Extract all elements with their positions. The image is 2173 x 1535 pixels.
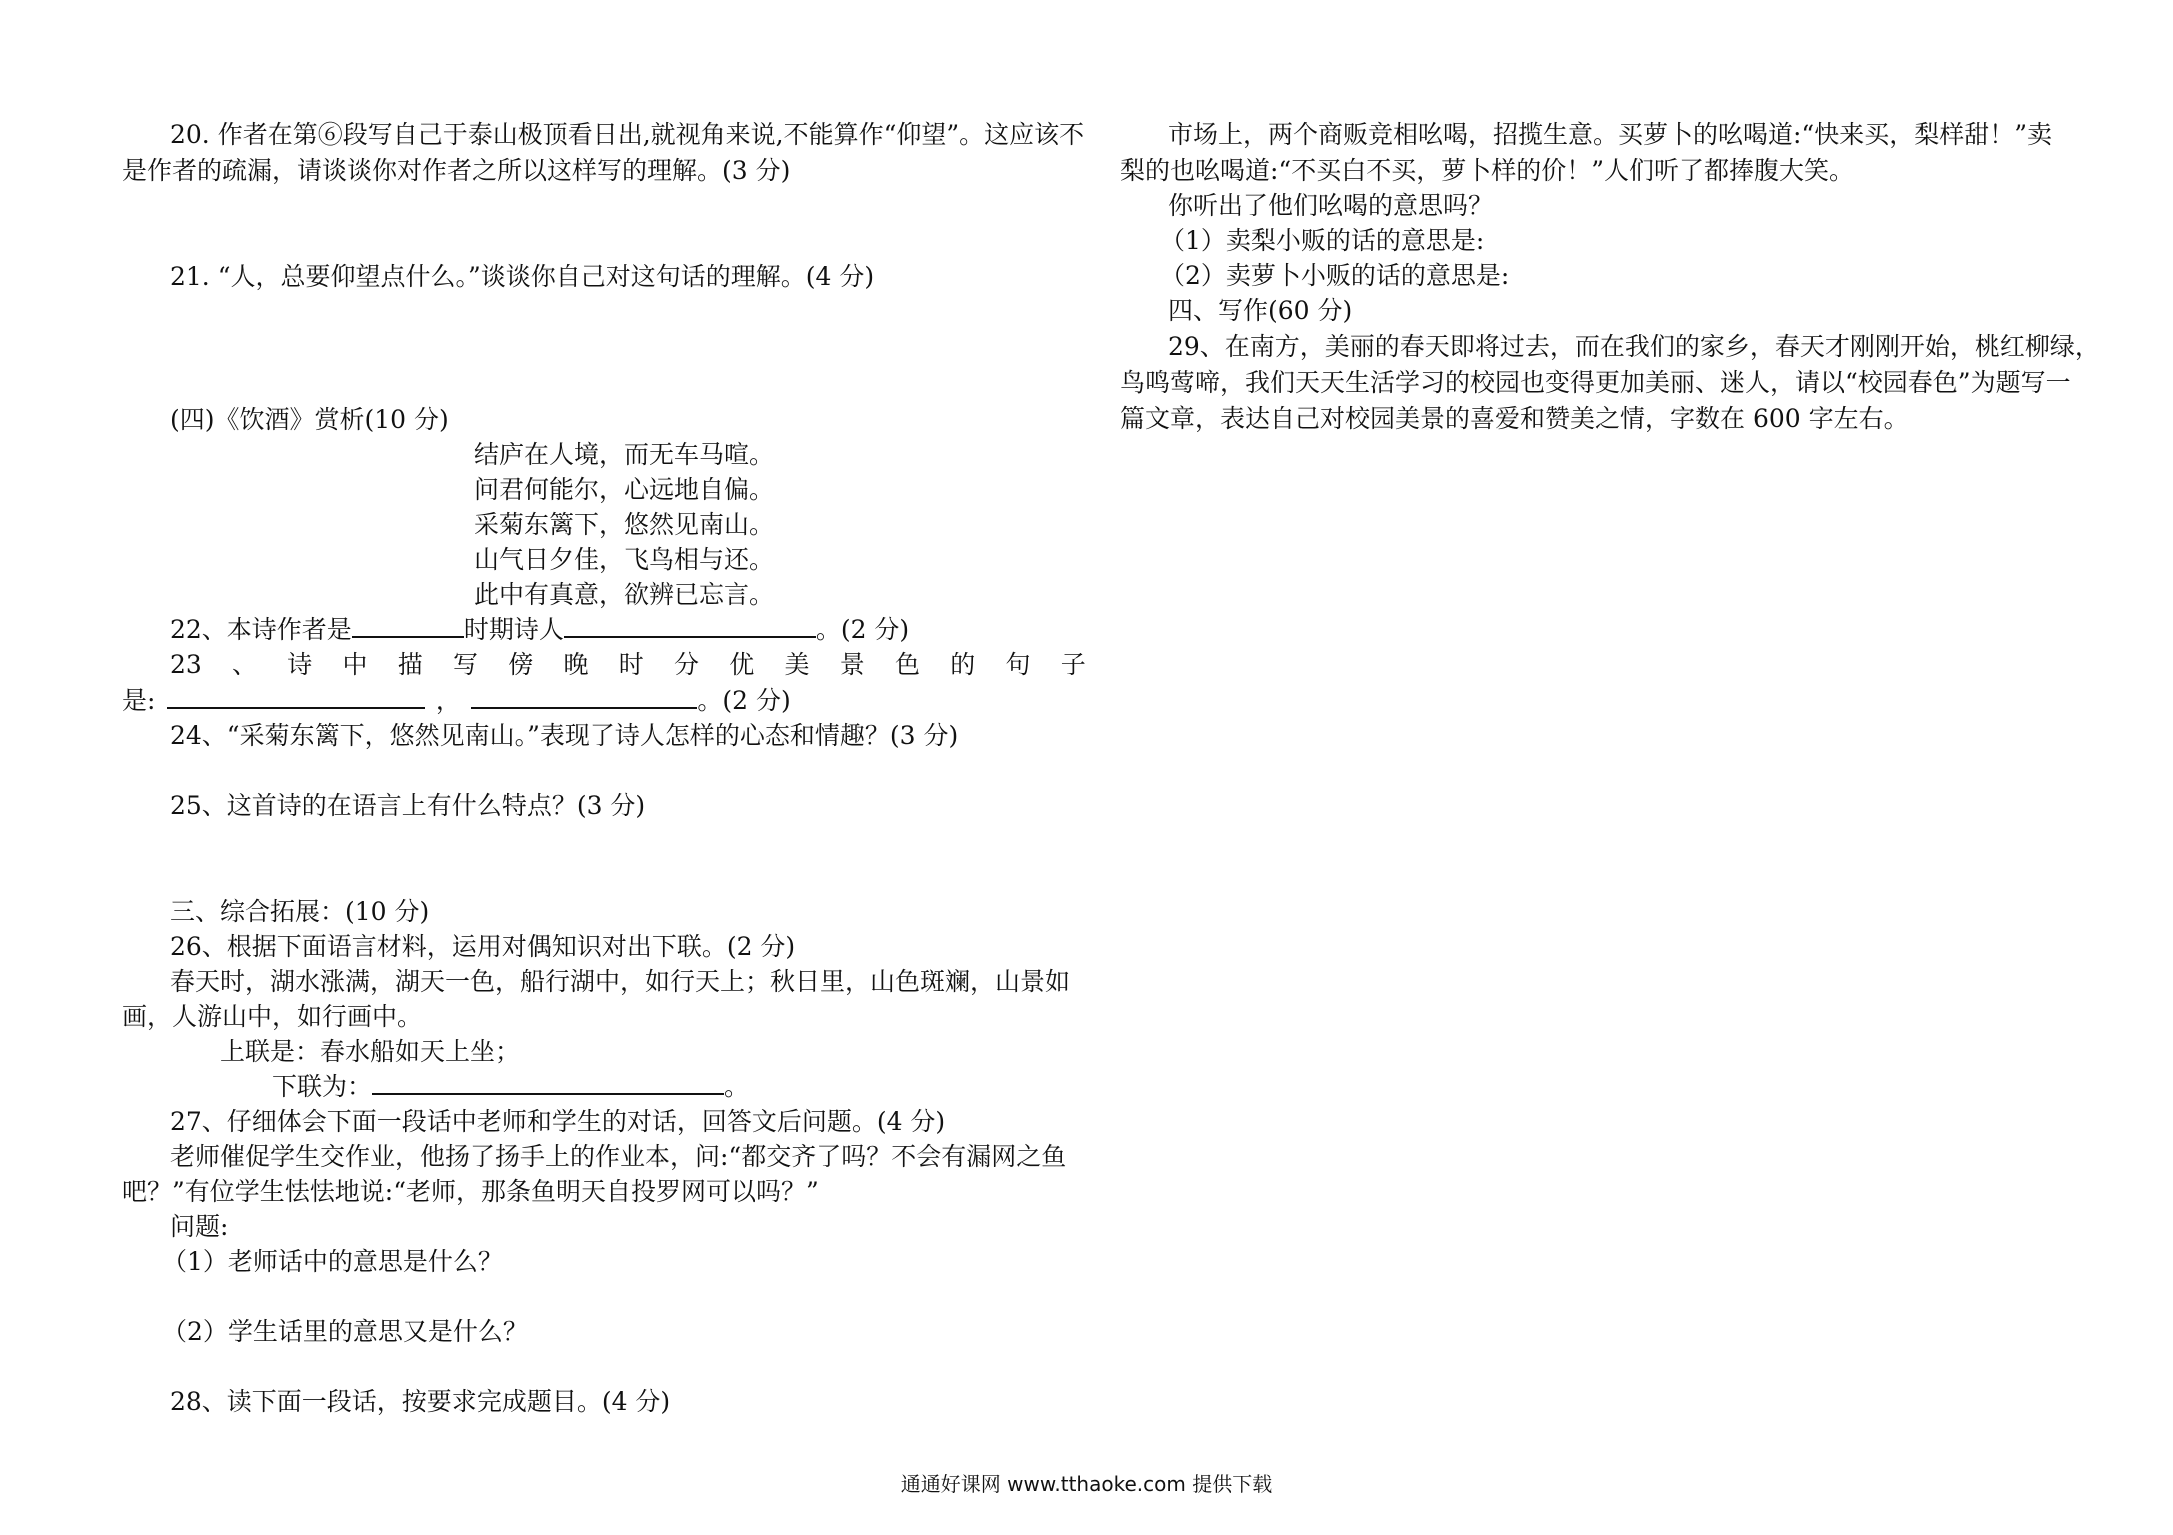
q23-char: 句 [1005, 650, 1031, 679]
market-line-1: 市场上，两个商贩竞相吆喝，招揽生意。买萝卜的吆喝道:“快来买，梨样甜！”卖 [1168, 120, 2052, 149]
q24-question: 24、“采菊东篱下，悠然见南山。”表现了诗人怎样的心态和情趣？(3 分) [170, 721, 959, 750]
q23-char: 子 [1060, 650, 1086, 679]
q23-char: 23 [170, 650, 202, 679]
q22-text-b: 时期诗人 [463, 615, 564, 644]
q23-char: 时 [618, 650, 644, 679]
q26-material-line-2: 画，人游山中，如行画中。 [122, 1002, 423, 1031]
q27-sub-2: （2）学生话里的意思又是什么？ [162, 1317, 528, 1346]
q23-blank-2[interactable] [471, 685, 697, 709]
q25-question: 25、这首诗的在语言上有什么特点？(3 分) [170, 791, 646, 820]
q26-blank-lower[interactable] [372, 1071, 724, 1095]
poem-line-3: 采菊东篱下，悠然见南山。 [474, 510, 775, 539]
section-4-heading: (四)《饮酒》赏析(10 分) [170, 405, 449, 434]
q22-text-c: 。(2 分) [815, 615, 910, 644]
q22-question [170, 613, 909, 647]
q23-char: 晚 [563, 650, 589, 679]
market-sub-2: （2）卖萝卜小贩的话的意思是: [1160, 261, 1510, 290]
q27-sub-1: （1）老师话中的意思是什么？ [162, 1247, 503, 1276]
q23-blank-1[interactable] [167, 685, 425, 709]
q23-text-c: 。(2 分) [697, 686, 791, 715]
poem-line-5: 此中有真意，欲辨已忘言。 [474, 580, 775, 609]
q23-char: 美 [784, 650, 810, 679]
q23-char: 的 [950, 650, 976, 679]
q27-dialogue-line-2: 吧？”有位学生怯怯地说:“老师，那条鱼明天自投罗网可以吗？” [122, 1177, 819, 1206]
q23-char: 优 [729, 650, 755, 679]
q23-char: 中 [342, 650, 368, 679]
q20-line-1: 20. 作者在第⑥段写自己于泰山极顶看日出,就视角来说,不能算作“仰望”。这应该不 [170, 120, 1085, 149]
q23-text-a: 是: [122, 686, 156, 715]
poem-line-4: 山气日夕佳，飞鸟相与还。 [474, 545, 775, 574]
q26-upper-couplet: 上联是：春水船如天上坐； [220, 1037, 521, 1066]
q23-text-b: ， [435, 686, 461, 715]
q29-line-1: 29、在南方，美丽的春天即将过去，而在我们的家乡，春天才刚刚开始，桃红柳绿， [1168, 332, 2100, 361]
q27-question: 27、仔细体会下面一段话中老师和学生的对话，回答文后问题。(4 分) [170, 1107, 946, 1136]
section-3-heading: 三、综合拓展：(10 分) [170, 897, 430, 926]
q23-question-line-2 [122, 684, 791, 718]
market-line-2: 梨的也吆喝道:“不买白不买，萝卜样的价！”人们听了都捧腹大笑。 [1120, 156, 1854, 185]
poem-line-2: 问君何能尔，心远地自偏。 [474, 475, 775, 504]
q26-question: 26、根据下面语言材料，运用对偶知识对出下联。(2 分) [170, 932, 796, 961]
q23-question-line-1 [170, 648, 1086, 682]
q20-line-2: 是作者的疏漏，请谈谈你对作者之所以这样写的理解。(3 分) [122, 156, 791, 185]
q29-line-3: 篇文章，表达自己对校园美景的喜爱和赞美之情，字数在 600 字左右。 [1120, 404, 1909, 433]
q23-char: 景 [839, 650, 865, 679]
q26-lower-end: 。 [724, 1072, 750, 1101]
footer-credit: 通通好课网 www.tthaoke.com 提供下载 [900, 1472, 1273, 1496]
section-4-writing-heading: 四、写作(60 分) [1168, 296, 1353, 325]
q22-text-a: 22、本诗作者是 [170, 615, 352, 644]
poem-line-1: 结庐在人境，而无车马喧。 [474, 440, 775, 469]
q23-char: 描 [397, 650, 423, 679]
q23-char: 、 [232, 650, 258, 679]
q23-char: 诗 [287, 650, 313, 679]
q23-char: 傍 [508, 650, 534, 679]
q26-lower-label: 下联为： [272, 1072, 373, 1101]
q22-blank-period[interactable] [564, 614, 816, 638]
q23-char: 分 [674, 650, 700, 679]
q28-question: 28、读下面一段话，按要求完成题目。(4 分) [170, 1387, 671, 1416]
q29-line-2: 鸟鸣莺啼，我们天天生活学习的校园也变得更加美丽、迷人，请以“校园春色”为题写一 [1120, 368, 2071, 397]
q26-material-line-1: 春天时，湖水涨满，湖天一色，船行湖中，如行天上；秋日里，山色斑斓，山景如 [170, 967, 1071, 996]
q21-question: 21. “人，总要仰望点什么。”谈谈你自己对这句话的理解。(4 分) [170, 262, 875, 291]
market-sub-1: （1）卖梨小贩的话的意思是: [1160, 226, 1485, 255]
q22-blank-author[interactable] [352, 614, 464, 638]
q23-char: 色 [895, 650, 921, 679]
q27-problem-label: 问题: [170, 1212, 229, 1241]
q23-char: 写 [453, 650, 479, 679]
market-line-3: 你听出了他们吆喝的意思吗？ [1168, 191, 1494, 220]
q27-dialogue-line-1: 老师催促学生交作业，他扬了扬手上的作业本，问:“都交齐了吗？不会有漏网之鱼 [170, 1142, 1067, 1171]
q26-lower-couplet [272, 1070, 749, 1104]
